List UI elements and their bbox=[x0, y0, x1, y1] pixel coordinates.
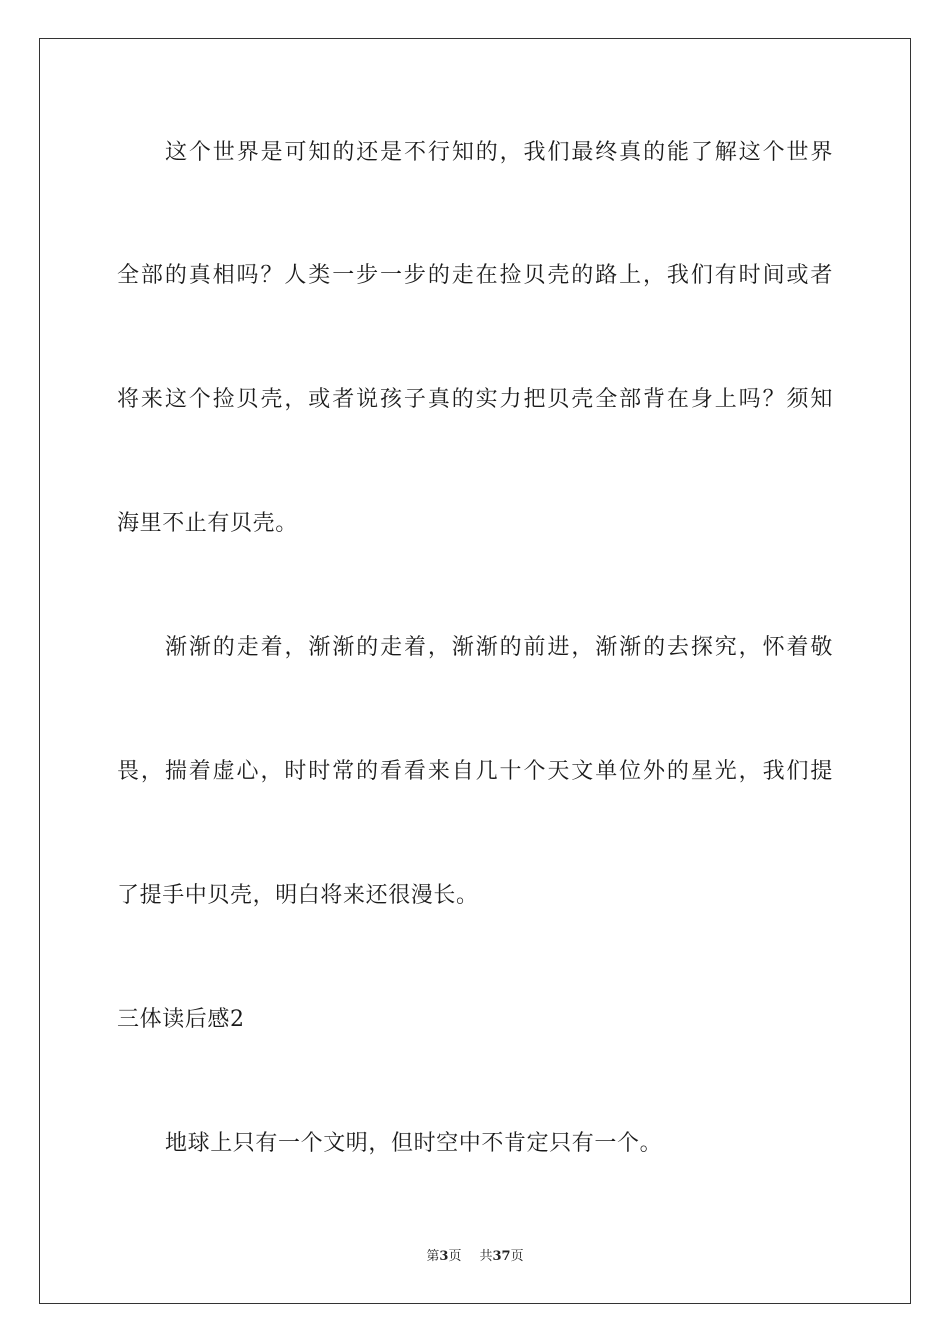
paragraph-1-line-3: 将来这个捡贝壳，或者说孩子真的实力把贝壳全部背在身上吗？须知 bbox=[117, 387, 833, 412]
page-border bbox=[39, 38, 911, 1304]
page-suffix: 页 bbox=[448, 1249, 462, 1264]
paragraph-2-line-2: 畏，揣着虚心，时时常的看看来自几十个天文单位外的星光，我们提 bbox=[117, 759, 833, 784]
paragraph-3-line-1: 地球上只有一个文明，但时空中不肯定只有一个。 bbox=[165, 1131, 663, 1156]
paragraph-2-line-3: 了提手中贝壳，明白将来还很漫长。 bbox=[117, 883, 479, 908]
total-suffix: 页 bbox=[510, 1249, 524, 1264]
page-prefix: 第 bbox=[426, 1249, 440, 1264]
paragraph-2-line-1: 渐渐的走着，渐渐的走着，渐渐的前进，渐渐的去探究，怀着敬 bbox=[165, 635, 833, 660]
total-prefix: 共 bbox=[479, 1249, 493, 1264]
page-footer bbox=[0, 1248, 950, 1266]
paragraph-1-line-1: 这个世界是可知的还是不行知的，我们最终真的能了解这个世界 bbox=[165, 140, 833, 165]
total-pages: 37 bbox=[492, 1249, 511, 1264]
paragraph-1-line-2: 全部的真相吗？人类一步一步的走在捡贝壳的路上，我们有时间或者 bbox=[117, 263, 833, 288]
page-number: 3 bbox=[439, 1249, 449, 1264]
section-heading: 三体读后感2 bbox=[117, 1007, 245, 1032]
paragraph-1-line-4: 海里不止有贝壳。 bbox=[117, 511, 298, 536]
